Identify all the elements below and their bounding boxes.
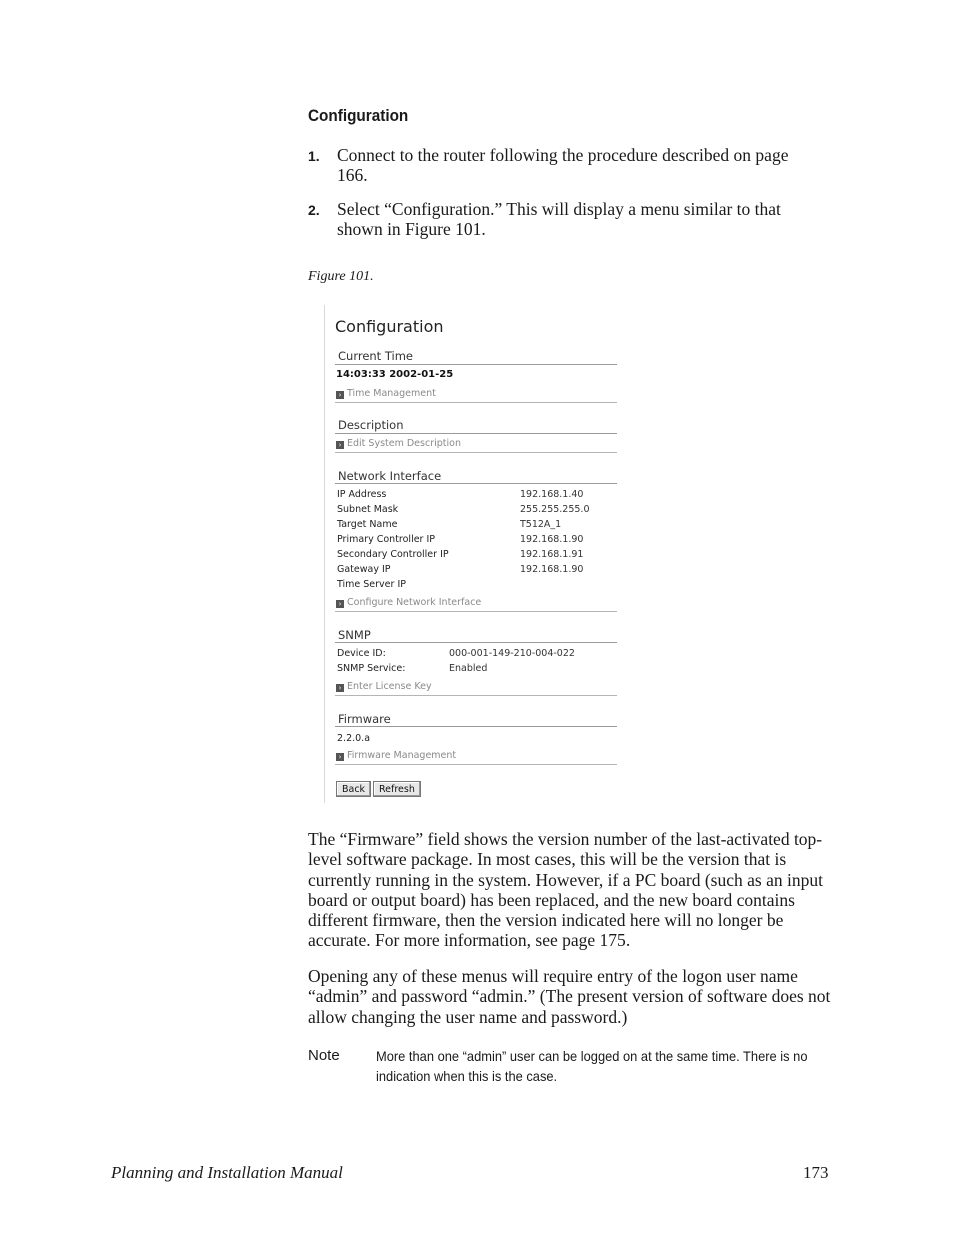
network-row — [337, 489, 617, 502]
row-label: Target Name — [337, 519, 398, 530]
refresh-button[interactable]: Refresh — [373, 781, 421, 797]
row-label: Gateway IP — [337, 564, 391, 575]
page-link[interactable]: page 175 — [562, 930, 626, 951]
step-text-part: . — [481, 219, 486, 239]
snmp-row — [337, 663, 617, 676]
edit-description-link[interactable] — [336, 438, 461, 449]
arrow-icon: › — [336, 441, 344, 449]
step-text-part: Connect to the router following the procedure described on — [337, 145, 756, 165]
logon-paragraph: Opening any of these menus will require entry of the logon user name “admin” and password “admin.” (The present version of software does not allow changing the user name and password.) — [308, 966, 831, 1027]
step-text — [337, 199, 817, 239]
row-label: Primary Controller IP — [337, 534, 436, 545]
row-label: Device ID: — [337, 648, 386, 659]
note-label: Note — [308, 1047, 340, 1064]
network-row — [337, 519, 617, 532]
network-row — [337, 504, 617, 517]
arrow-icon: › — [336, 600, 344, 608]
row-value: 192.168.1.90 — [520, 534, 584, 545]
row-value: 192.168.1.90 — [520, 564, 584, 575]
divider — [335, 695, 617, 696]
divider — [335, 726, 617, 727]
screenshot-title: Configuration — [335, 317, 444, 336]
divider — [335, 433, 617, 434]
arrow-icon: › — [336, 391, 344, 399]
description-heading: Description — [338, 418, 404, 432]
time-management-link[interactable] — [336, 388, 436, 399]
step-number: 2. — [308, 202, 320, 218]
row-label: Secondary Controller IP — [337, 549, 449, 560]
note-text: More than one “admin” user can be logged on at the same time. There is no indication when this is the case. — [376, 1048, 808, 1084]
firmware-value: 2.2.0.a — [337, 733, 371, 744]
arrow-icon: › — [336, 753, 344, 761]
link-label: Configure Network Interface — [347, 597, 482, 608]
enter-license-key-link[interactable] — [336, 681, 432, 692]
firmware-version — [337, 733, 617, 746]
row-label: SNMP Service: — [337, 663, 406, 674]
divider — [335, 452, 617, 453]
firmware-heading: Firmware — [338, 712, 391, 726]
step-1 — [308, 145, 838, 185]
step-text-part: Select “Configuration.” This will display a menu similar to that shown in — [337, 199, 781, 239]
divider — [335, 611, 617, 612]
firmware-management-link[interactable] — [336, 750, 456, 761]
page-number: 173 — [803, 1163, 829, 1182]
row-value: 192.168.1.40 — [520, 489, 584, 500]
divider — [335, 642, 617, 643]
network-row — [337, 564, 617, 577]
firmware-paragraph — [308, 829, 843, 951]
row-value: 000-001-149-210-004-022 — [449, 648, 575, 659]
network-row — [337, 549, 617, 562]
divider — [335, 483, 617, 484]
current-time-heading: Current Time — [338, 349, 413, 363]
network-row — [337, 534, 617, 547]
row-label: Time Server IP — [337, 579, 406, 590]
link-label: Edit System Description — [347, 438, 461, 449]
divider — [335, 364, 617, 365]
current-time-value: 14:03:33 2002-01-25 — [336, 369, 454, 380]
configuration-screenshot — [324, 305, 625, 803]
row-value: 192.168.1.91 — [520, 549, 584, 560]
network-row — [337, 579, 617, 592]
page-link[interactable]: page 166 — [337, 145, 789, 185]
row-value: 255.255.255.0 — [520, 504, 590, 515]
step-text-part: . — [363, 165, 368, 185]
footer-title: Planning and Installation Manual — [111, 1163, 343, 1182]
row-value: Enabled — [449, 663, 488, 674]
step-2 — [308, 199, 838, 239]
link-label: Enter License Key — [347, 681, 432, 692]
row-label: Subnet Mask — [337, 504, 399, 515]
link-label: Firmware Management — [347, 750, 457, 761]
divider — [335, 764, 617, 765]
paragraph-text: The “Firmware” field shows the version number of the last-activated top-level software package. In most cases, this will be the version that is currently running in the system. However, if a PC board (such as an input board or output board) has been replaced, and the new board contains different firmware, then the version indicated here will no longer be accurate. For more information, see — [308, 829, 823, 951]
network-heading: Network Interface — [338, 469, 442, 483]
step-number: 1. — [308, 148, 320, 164]
snmp-row — [337, 648, 617, 661]
section-title: Configuration — [308, 106, 409, 125]
configure-network-link[interactable] — [336, 597, 481, 608]
row-value: T512A_1 — [520, 519, 562, 530]
paragraph-text: . — [625, 930, 631, 951]
figure-caption: Figure 101. — [308, 269, 374, 284]
divider — [335, 402, 617, 403]
link-label: Time Management — [347, 388, 436, 399]
snmp-heading: SNMP — [338, 628, 371, 642]
figure-link[interactable]: Figure 101 — [405, 219, 482, 239]
step-text — [337, 145, 817, 185]
arrow-icon: › — [336, 684, 344, 692]
back-button[interactable]: Back — [336, 781, 371, 797]
row-label: IP Address — [337, 489, 387, 500]
